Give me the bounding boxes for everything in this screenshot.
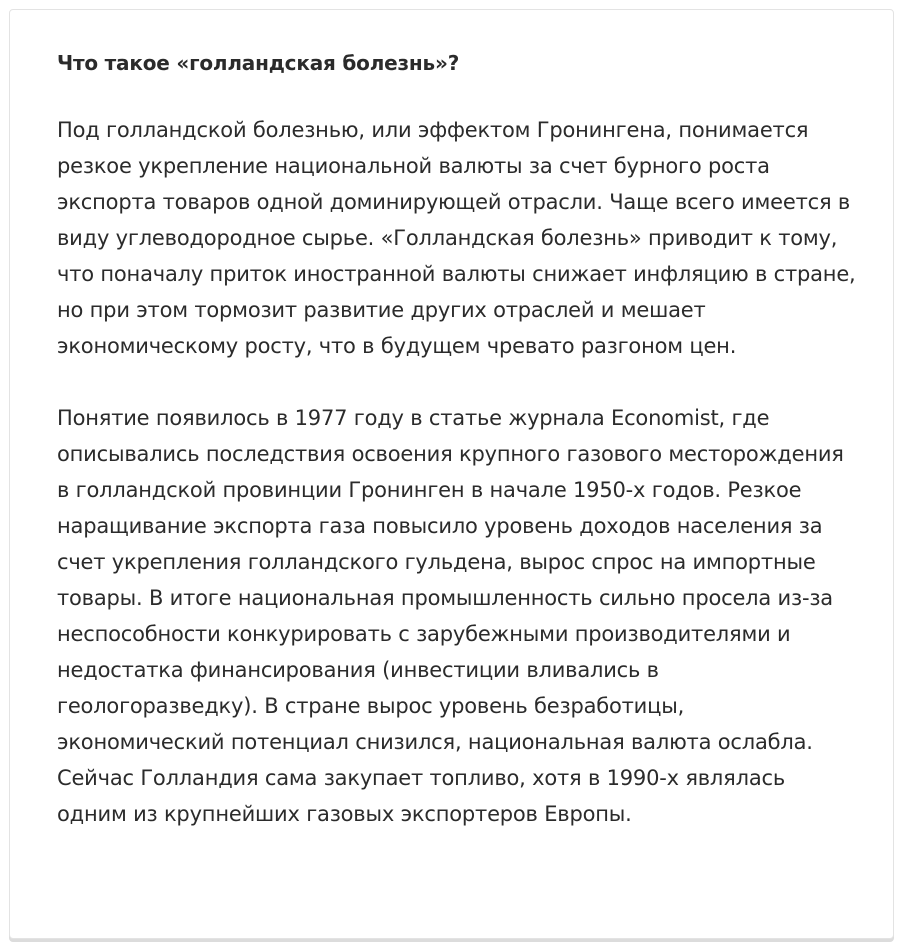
card-content xyxy=(57,48,857,832)
card-title: Что такое «голландская болезнь»? xyxy=(57,51,460,75)
paragraph-history: Понятие появилось в 1977 году в статье журнала Economist, где описывались последствия освоения крупного газового месторождения в голландской провинции Гронинген в начале 1950-х годов. Резкое наращивание экспорта газа повысило уровень доходов населения за счет укрепления голландского гульдена, вырос спрос на импортные товары. В итоге национальная промышленность сильно просела из-за неспособности конкурировать с зарубежными производителями и недостатка финансирования (инвестиции вливались в геологоразведку). В стране вырос уровень безработицы, экономический потенциал снизился, национальная валюта ослабла. Сейчас Голландия сама закупает топливо, хотя в 1990-х являлась одним из крупнейших газовых экспортеров Европы. xyxy=(57,406,844,826)
info-card xyxy=(9,9,894,939)
paragraph-definition: Под голландской болезнью, или эффектом Гронингена, понимается резкое укрепление национальной валюты за счет бурного роста экспорта товаров одной доминирующей отрасли. Чаще всего имеется в виду углеводородное сырье. «Голландская болезнь» приводит к тому, что поначалу приток иностранной валюты снижает инфляцию в стране, но при этом тормозит развитие других отраслей и мешает экономическому росту, что в будущем чревато разгоном цен. xyxy=(57,118,856,358)
